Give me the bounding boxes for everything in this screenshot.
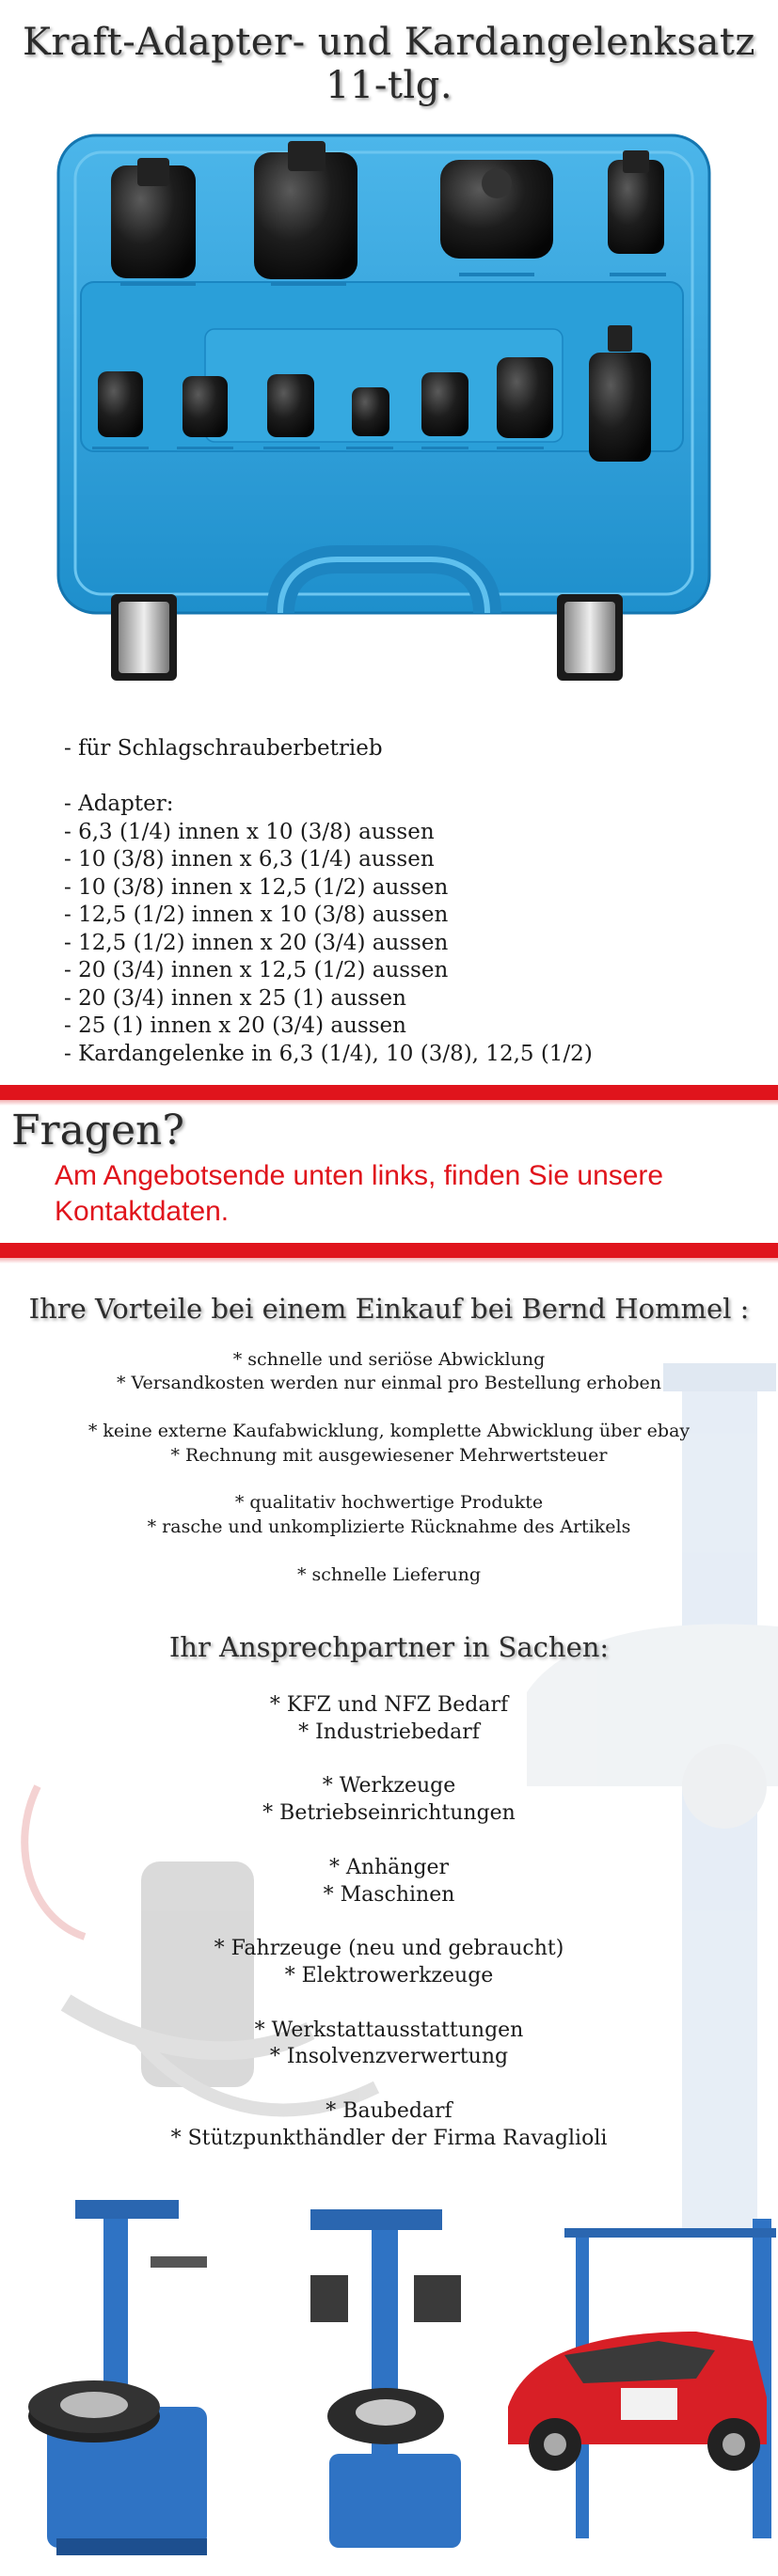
car-lift-image (508, 2219, 776, 2538)
contact-item: * Werkzeuge (322, 1774, 456, 1798)
advantage-item: * rasche und unkomplizierte Rücknahme des Artikels (147, 1516, 631, 1537)
contact-item: * Industriebedarf (298, 1720, 480, 1744)
questions-text: Am Angebotsende unten links, finden Sie unsere Kontaktdaten. (55, 1160, 664, 1227)
feature-line: - Kardangelenke in 6,3 (1/4), 10 (3/8), 12,5 (1/2) (64, 1041, 593, 1066)
contact-item: * Werkstattausstattungen (254, 2018, 524, 2042)
feature-line: - Adapter: (64, 792, 174, 816)
contact-item (0, 1828, 778, 1855)
advantages-list (0, 1348, 778, 1587)
tool-case-illustration (55, 132, 713, 724)
contact-item: * Betriebseinrichtungen (262, 1801, 516, 1826)
contact-item: * Baubedarf (325, 2098, 453, 2123)
red-divider-top (0, 1085, 778, 1100)
feature-line: - 12,5 (1/2) innen x 10 (3/8) aussen (64, 903, 449, 927)
advantage-item (0, 1396, 778, 1420)
feature-line: - 25 (1) innen x 20 (3/4) aussen (64, 1013, 406, 1038)
tyre-changer-left-image (28, 2200, 207, 2555)
contact-item: * Elektrowerkzeuge (284, 1963, 494, 1987)
feature-line: - 20 (3/4) innen x 12,5 (1/2) aussen (64, 958, 449, 982)
product-image (55, 132, 713, 724)
advantage-item: * Rechnung mit ausgewiesener Mehrwertsteuer (170, 1444, 608, 1466)
advantage-item: * schnelle Lieferung (296, 1563, 482, 1585)
feature-line: - 12,5 (1/2) innen x 20 (3/4) aussen (64, 930, 449, 955)
page-title (0, 21, 778, 107)
advantage-item: * keine externe Kaufabwicklung, komplette Abwicklung über ebay (87, 1421, 691, 1442)
machines-image (0, 2191, 778, 2572)
feature-line: - 10 (3/8) innen x 6,3 (1/4) aussen (64, 847, 435, 872)
contact-item: * Stützpunkthändler der Firma Ravaglioli (170, 2126, 608, 2150)
title-line-1: Kraft-Adapter- und Kardangelenksatz (23, 21, 755, 64)
feature-list (64, 735, 722, 1068)
questions-heading: Fragen? (11, 1107, 184, 1154)
feature-line: - für Schlagschrauberbetrieb (64, 736, 383, 761)
advantages-heading: Ihre Vorteile bei einem Einkauf bei Bernd Hommel : (28, 1293, 750, 1325)
contact-item (0, 1990, 778, 2018)
advantage-item: * schnelle und seriöse Abwicklung (232, 1349, 546, 1370)
contact-item: * Maschinen (323, 1882, 455, 1907)
contact-item (0, 2071, 778, 2098)
title-line-2: 11-tlg. (325, 64, 453, 107)
advantage-item: * Versandkosten werden nur einmal pro Bestellung erhoben (116, 1373, 662, 1394)
contact-item: * Anhänger (328, 1855, 450, 1879)
advantage-item (0, 1539, 778, 1563)
advantage-item: * qualitativ hochwertige Produkte (234, 1492, 544, 1514)
red-divider-bottom (0, 1243, 778, 1258)
feature-line: - 20 (3/4) innen x 25 (1) aussen (64, 985, 406, 1011)
contact-item (0, 1747, 778, 1774)
tyre-changer-middle-image (310, 2209, 461, 2548)
feature-line: - 10 (3/8) innen x 12,5 (1/2) aussen (64, 874, 449, 900)
contact-item (0, 1908, 778, 1936)
feature-line (64, 763, 722, 792)
contact-item: * Fahrzeuge (neu und gebraucht) (214, 1937, 564, 1961)
feature-line: - 6,3 (1/4) innen x 10 (3/8) aussen (64, 819, 435, 844)
advantage-item (0, 1468, 778, 1491)
contact-list (0, 1692, 778, 2153)
contact-item: * Insolvenzverwertung (269, 2045, 509, 2069)
contact-heading: Ihr Ansprechpartner in Sachen: (168, 1631, 610, 1663)
contact-item: * KFZ und NFZ Bedarf (269, 1693, 509, 1717)
